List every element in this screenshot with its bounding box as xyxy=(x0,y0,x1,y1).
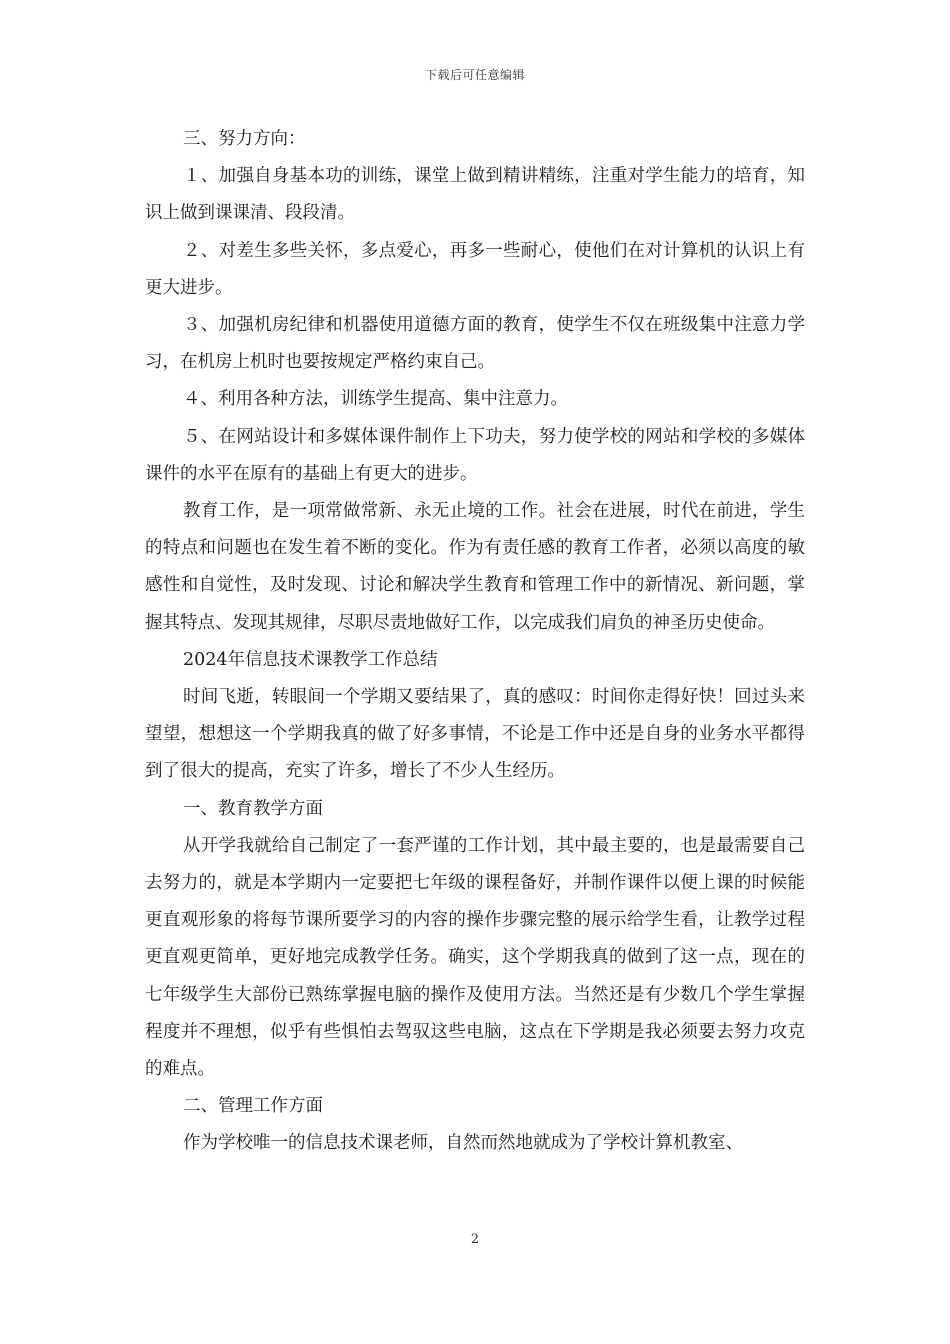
page-header: 下载后可任意编辑 xyxy=(424,68,525,82)
body-paragraph: 教育工作，是一项常做常新、永无止境的工作。社会在进展，时代在前进，学生的特点和问题也在发生着不断的变化。作为有责任感的教育工作者，必须以高度的敏感性和自觉性，及时发现、讨论和解决学生教育和管理工作中的新情况、新问题，掌握其特点、发现其规律，尽职尽责地做好工作，以完成我们肩负的神圣历史使命。 xyxy=(145,501,805,633)
list-item: ２、对差生多些关怀，多点爱心，再多一些耐心，使他们在对计算机的认识上有更大进步。 xyxy=(145,240,805,298)
list-item: ４、利用各种方法，训练学生提高、集中注意力。 xyxy=(183,389,568,410)
document-title: 2024年信息技术课教学工作总结 xyxy=(183,649,438,670)
body-paragraph: 从开学我就给自己制定了一套严谨的工作计划，其中最主要的，也是最需要自己去努力的，就是本学期内一定要把七年级的课程备好，并制作课件以便上课的时候能更直观形象的将每节课所要学习的内容的操作步骤完整的展示给学生看，让教学过程更直观更简单，更好地完成教学任务。确实，这个学期我真的做到了这一点，现在的七年级学生大部份已熟练掌握电脑的操作及使用方法。当然还是有少数几个学生掌握程度并不理想，似乎有些惧怕去驾驭这些电脑，这点在下学期是我必须要去努力攻克的难点。 xyxy=(145,835,805,1080)
list-item: １、加强自身基本功的训练，课堂上做到精讲精练，注重对学生能力的培育，知识上做到课课清、段段清。 xyxy=(145,166,805,224)
section-heading-management: 二、管理工作方面 xyxy=(183,1096,323,1117)
body-paragraph: 作为学校唯一的信息技术课老师，自然而然地就成为了学校计算机教室、 xyxy=(183,1133,743,1154)
list-item: ５、在网站设计和多媒体课件制作上下功夫，努力使学校的网站和学校的多媒体课件的水平在原有的基础上有更大的进步。 xyxy=(145,426,805,484)
section-heading-directions: 三、努力方向： xyxy=(183,129,306,149)
section-heading-teaching: 一、教育教学方面 xyxy=(183,798,323,819)
list-item: ３、加强机房纪律和机器使用道德方面的教育，使学生不仅在班级集中注意力学习，在机房上机时也要按规定严格约束自己。 xyxy=(145,315,805,373)
document-body xyxy=(145,121,805,1163)
page-number: 2 xyxy=(470,1232,480,1247)
body-paragraph: 时间飞逝，转眼间一个学期又要结果了，真的感叹：时间你走得好快！回过头来望望，想想这一个学期我真的做了好多事情，不论是工作中还是自身的业务水平都得到了很大的提高，充实了许多，增长了不少人生经历。 xyxy=(145,687,805,782)
